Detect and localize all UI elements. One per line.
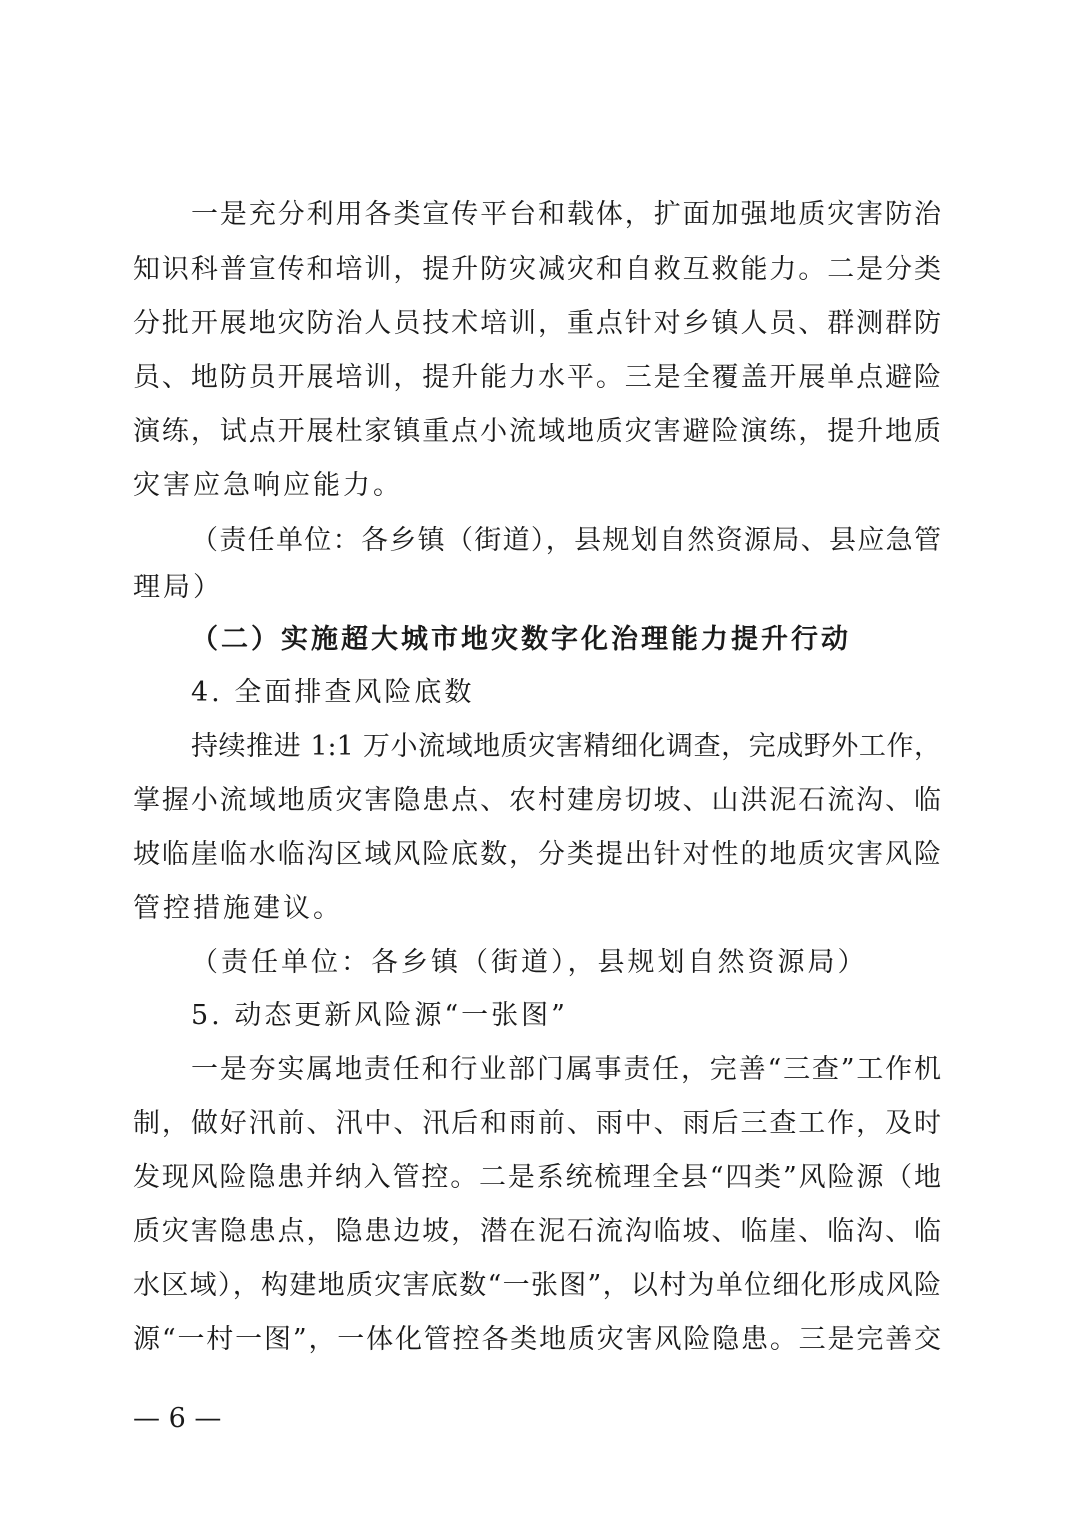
subsection-heading: 5. 动态更新风险源“一张图” <box>191 1000 568 1031</box>
responsibility-line: （责任单位：各乡镇（街道），县规划自然资源局、县应急管 <box>191 525 941 556</box>
paragraph-line: 知识科普宣传和培训，提升防灾减灾和自救互救能力。二是分类 <box>133 254 941 285</box>
paragraph-line: 一是夯实属地责任和行业部门属事责任，完善“三查”工作机 <box>191 1054 941 1085</box>
paragraph-line: 源“一村一图”，一体化管控各类地质灾害风险隐患。三是完善交 <box>133 1324 941 1355</box>
paragraph-line: 制，做好汛前、汛中、汛后和雨前、雨中、雨后三查工作，及时 <box>133 1108 941 1139</box>
paragraph-line: 发现风险隐患并纳入管控。二是系统梳理全县“四类”风险源（地 <box>133 1162 941 1193</box>
paragraph-line: 一是充分利用各类宣传平台和载体，扩面加强地质灾害防治 <box>191 199 941 230</box>
page-number: — 6 — <box>133 1403 222 1434</box>
paragraph-line: 坡临崖临水临沟区域风险底数，分类提出针对性的地质灾害风险 <box>133 839 941 870</box>
responsibility-line: 理局） <box>133 572 223 603</box>
paragraph-line: 员、地防员开展培训，提升能力水平。三是全覆盖开展单点避险 <box>133 362 941 393</box>
subsection-heading: 4. 全面排查风险底数 <box>191 677 475 708</box>
responsibility-line: （责任单位：各乡镇（街道），县规划自然资源局） <box>191 947 868 978</box>
section-heading: （二）实施超大城市地灾数字化治理能力提升行动 <box>191 624 851 655</box>
paragraph-line: 掌握小流域地质灾害隐患点、农村建房切坡、山洪泥石流沟、临 <box>133 785 941 816</box>
paragraph-line: 水区域），构建地质灾害底数“一张图”，以村为单位细化形成风险 <box>133 1270 941 1301</box>
paragraph-line: 质灾害隐患点，隐患边坡，潜在泥石流沟临坡、临崖、临沟、临 <box>133 1216 941 1247</box>
paragraph-line: 演练，试点开展杜家镇重点小流域地质灾害避险演练，提升地质 <box>133 416 941 447</box>
paragraph-line: 持续推进 1:1 万小流域地质灾害精细化调查，完成野外工作， <box>191 731 941 762</box>
paragraph-line: 管控措施建议。 <box>133 893 343 924</box>
paragraph-line: 灾害应急响应能力。 <box>133 470 403 501</box>
paragraph-line: 分批开展地灾防治人员技术培训，重点针对乡镇人员、群测群防 <box>133 308 941 339</box>
